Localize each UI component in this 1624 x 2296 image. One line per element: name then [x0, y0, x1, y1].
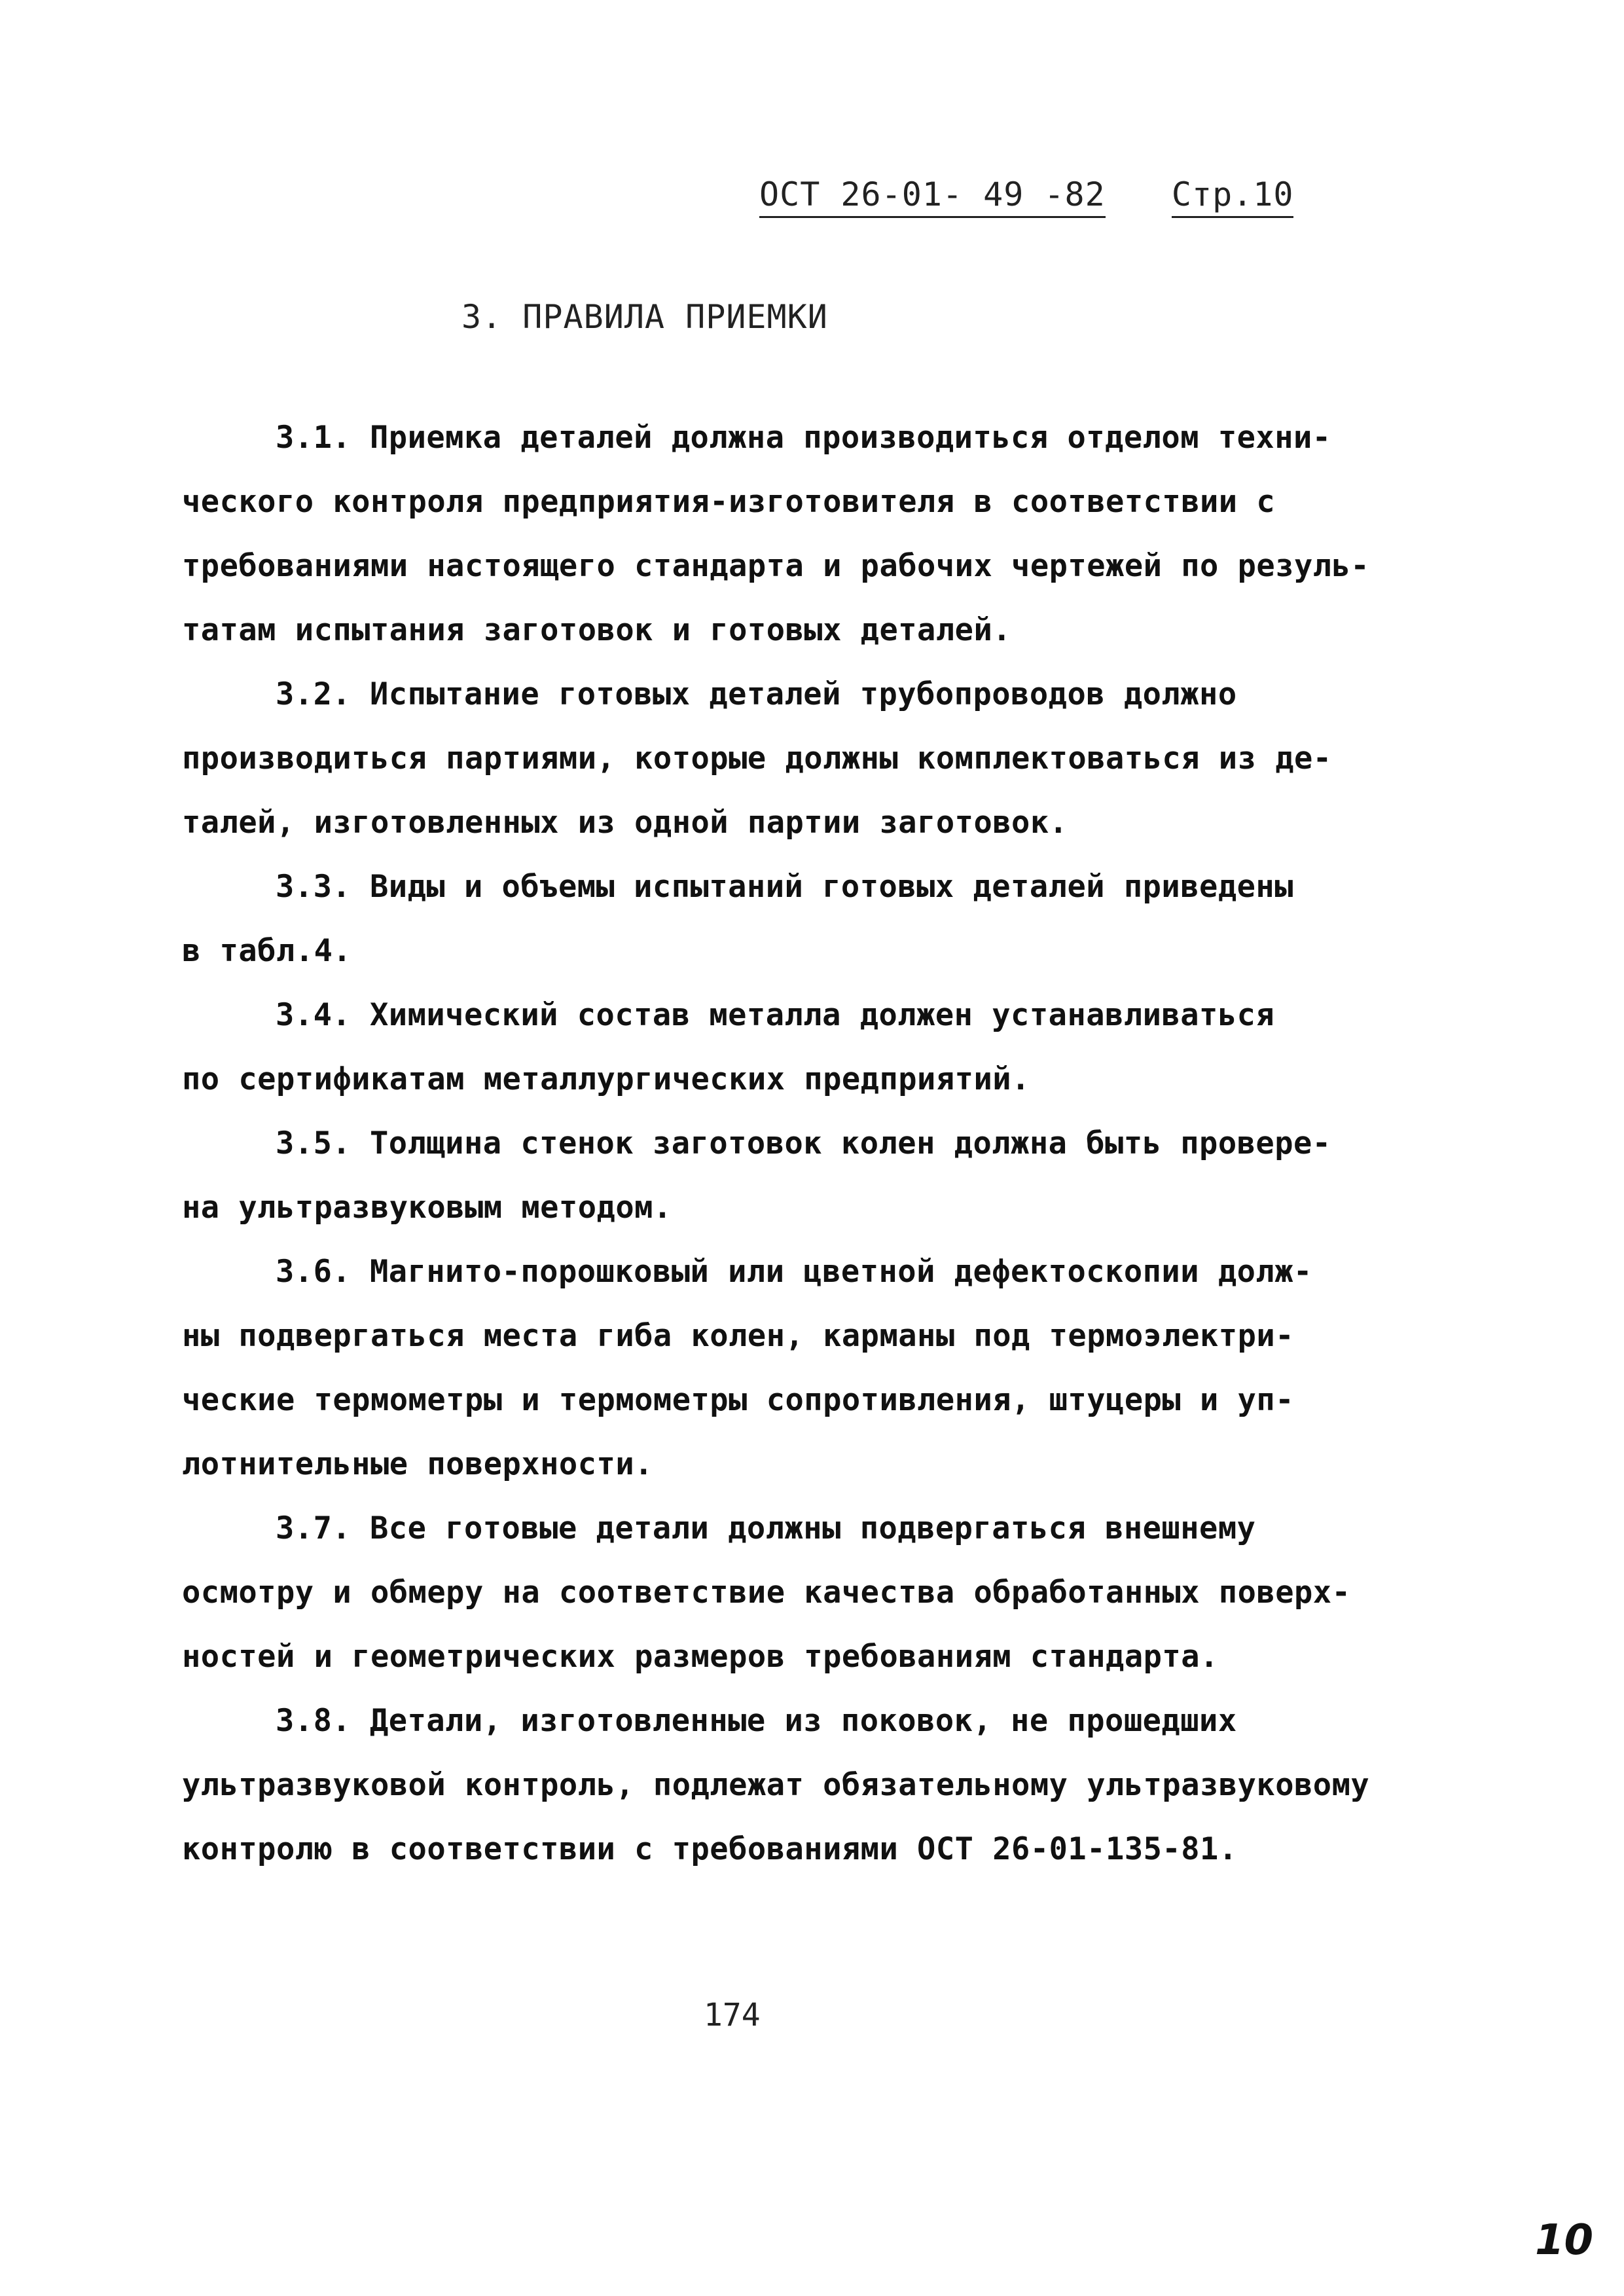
text-line: 3.1. Приемка деталей должна производиться отделом техни- — [276, 420, 1331, 456]
page-label: Стр.10 — [1172, 175, 1294, 218]
text-line: по сертификатам металлургических предприятий. — [182, 1061, 1030, 1097]
handwritten-page-number: 10 — [1535, 2216, 1594, 2265]
text-line: талей, изготовленных из одной партии заготовок. — [182, 805, 1068, 841]
text-line: 3.2. Испытание готовых деталей трубопроводов должно — [276, 676, 1237, 712]
text-line: 3.4. Химический состав металла должен устанавливаться — [276, 997, 1275, 1033]
text-line: в табл.4. — [182, 933, 352, 969]
text-line: ческие термометры и термометры сопротивления, штуцеры и уп- — [182, 1382, 1294, 1418]
section-body — [182, 406, 1426, 1882]
section-title: 3. ПРАВИЛА ПРИЕМКИ — [461, 298, 828, 336]
text-line: на ультразвуковым методом. — [182, 1190, 672, 1226]
document-code: ОСТ 26-01- 49 -82 — [759, 175, 1106, 218]
text-line: 3.5. Толщина стенок заготовок колен должна быть провере- — [276, 1125, 1331, 1161]
text-line: требованиями настоящего стандарта и рабочих чертежей по резуль- — [182, 548, 1370, 584]
text-line: осмотру и обмеру на соответствие качества обработанных поверх- — [182, 1575, 1351, 1611]
page-number: 174 — [704, 1997, 761, 2033]
text-line: производиться партиями, которые должны комплектоваться из де- — [182, 740, 1332, 776]
text-line: ны подвергаться места гиба колен, карманы под термоэлектри- — [182, 1318, 1294, 1354]
text-line: 3.3. Виды и объемы испытаний готовых деталей приведены — [276, 869, 1294, 905]
text-line: 3.6. Магнито-порошковый или цветной дефектоскопии долж- — [276, 1254, 1312, 1290]
text-line: контролю в соответствии с требованиями ОСТ 26-01-135-81. — [182, 1831, 1238, 1867]
text-line: ческого контроля предприятия-изготовителя в соответствии с — [182, 484, 1276, 520]
text-line: ультразвуковой контроль, подлежат обязательному ультразвуковому — [182, 1767, 1370, 1803]
document-header — [759, 175, 1316, 218]
text-line: 3.7. Все готовые детали должны подвергаться внешнему — [276, 1510, 1256, 1546]
text-line: ностей и геометрических размеров требованиям стандарта. — [182, 1639, 1219, 1675]
text-line: 3.8. Детали, изготовленные из поковок, не прошедших — [276, 1703, 1237, 1739]
text-line: татам испытания заготовок и готовых деталей. — [182, 612, 1012, 648]
text-line: лотнительные поверхности. — [182, 1446, 653, 1482]
